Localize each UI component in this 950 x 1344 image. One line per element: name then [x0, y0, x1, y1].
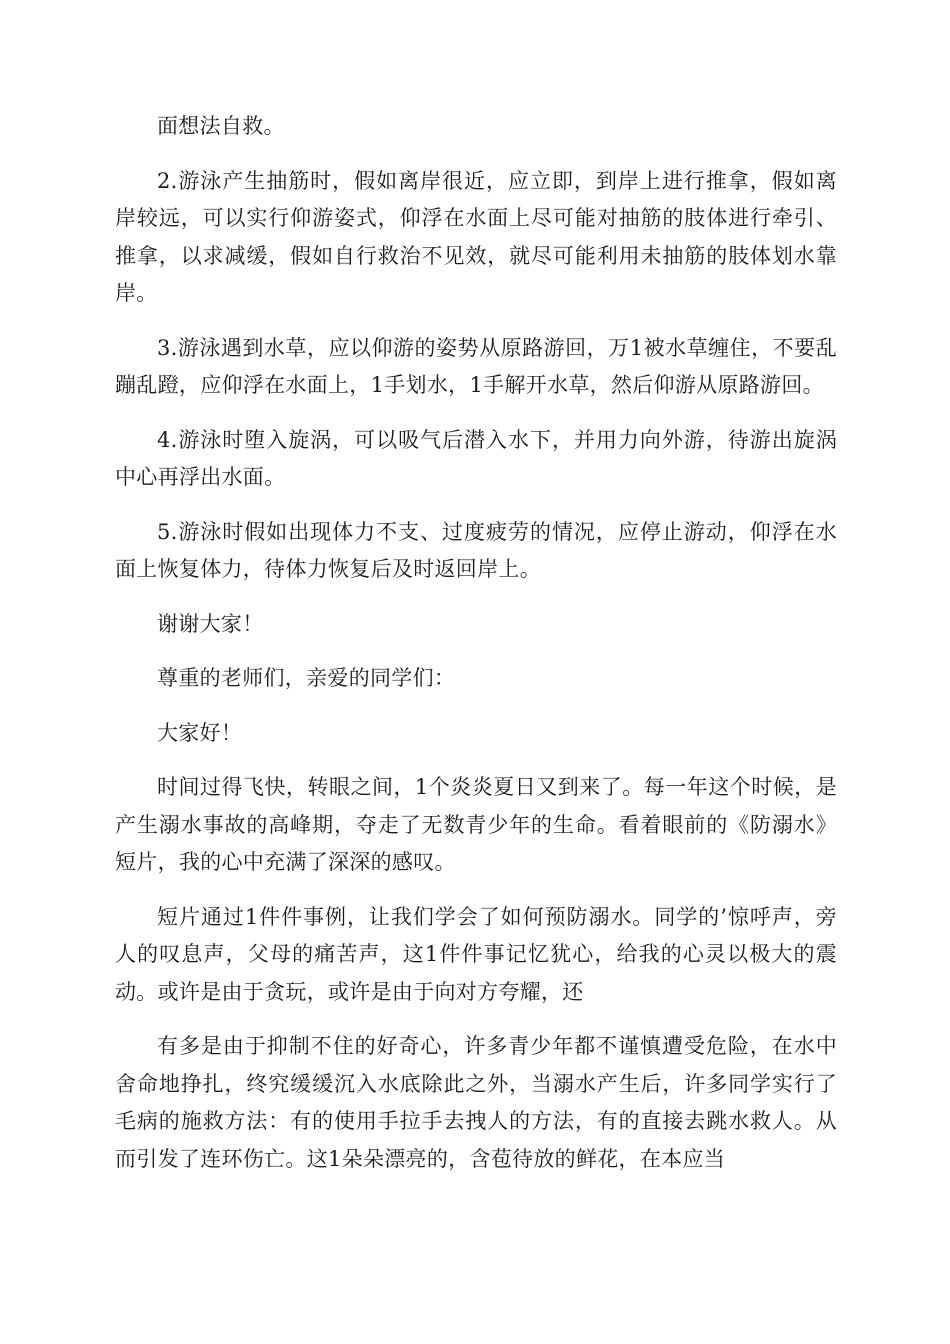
paragraph-9: 时间过得飞快，转眼之间，1个炎炎夏日又到来了。每一年这个时候，是产生溺水事故的高峰期，夺走了无数青少年的生命。看着眼前的《防溺水》短片，我的心中充满了深深的感叹。: [115, 775, 837, 874]
document-body: [115, 108, 837, 1178]
paragraph-10: 短片通过1件件事例，让我们学会了如何预防溺水。同学的’惊呼声，旁人的叹息声，父母的痛苦声，这1件件事记忆犹心，给我的心灵以极大的震动。或许是由于贪玩，或许是由于向对方夸耀，还: [115, 904, 837, 1004]
paragraph-4: 4.游泳时堕入旋涡，可以吸气后潜入水下，并用力向外游，待游出旋涡中心再浮出水面。: [115, 427, 837, 489]
paragraph-1: 面想法自救。: [157, 114, 285, 138]
paragraph-5: 5.游泳时假如出现体力不支、过度疲劳的情况，应停止游动，仰浮在水面上恢复体力，待体力恢复后及时返回岸上。: [115, 519, 837, 581]
paragraph-7: 尊重的老师们，亲爱的同学们：: [157, 666, 456, 690]
paragraph-8: 大家好！: [157, 720, 243, 745]
paragraph-2: 2.游泳产生抽筋时，假如离岸很近，应立即，到岸上进行推拿，假如离岸较远，可以实行仰游姿式，仰浮在水面上尽可能对抽筋的肢体进行牵引、推拿，以求减缓，假如自行救治不见效，就尽可能利用未抽筋的肢体划水靠岸。: [115, 168, 837, 305]
paragraph-3: 3.游泳遇到水草，应以仰游的姿势从原路游回，万1被水草缠住，不要乱蹦乱蹬，应仰浮在水面上，1手划水，1手解开水草，然后仰游从原路游回。: [115, 335, 837, 397]
paragraph-11: 有多是由于抑制不住的好奇心，许多青少年都不谨慎遭受危险，在水中舍命地挣扎，终究缓缓沉入水底除此之外，当溺水产生后，许多同学实行了毛病的施救方法：有的使用手拉手去拽人的方法，有的直接去跳水救人。从而引发了连环伤亡。这1朵朵漂亮的，含苞待放的鲜花，在本应当: [115, 1034, 837, 1171]
paragraph-6: 谢谢大家！: [157, 611, 264, 636]
